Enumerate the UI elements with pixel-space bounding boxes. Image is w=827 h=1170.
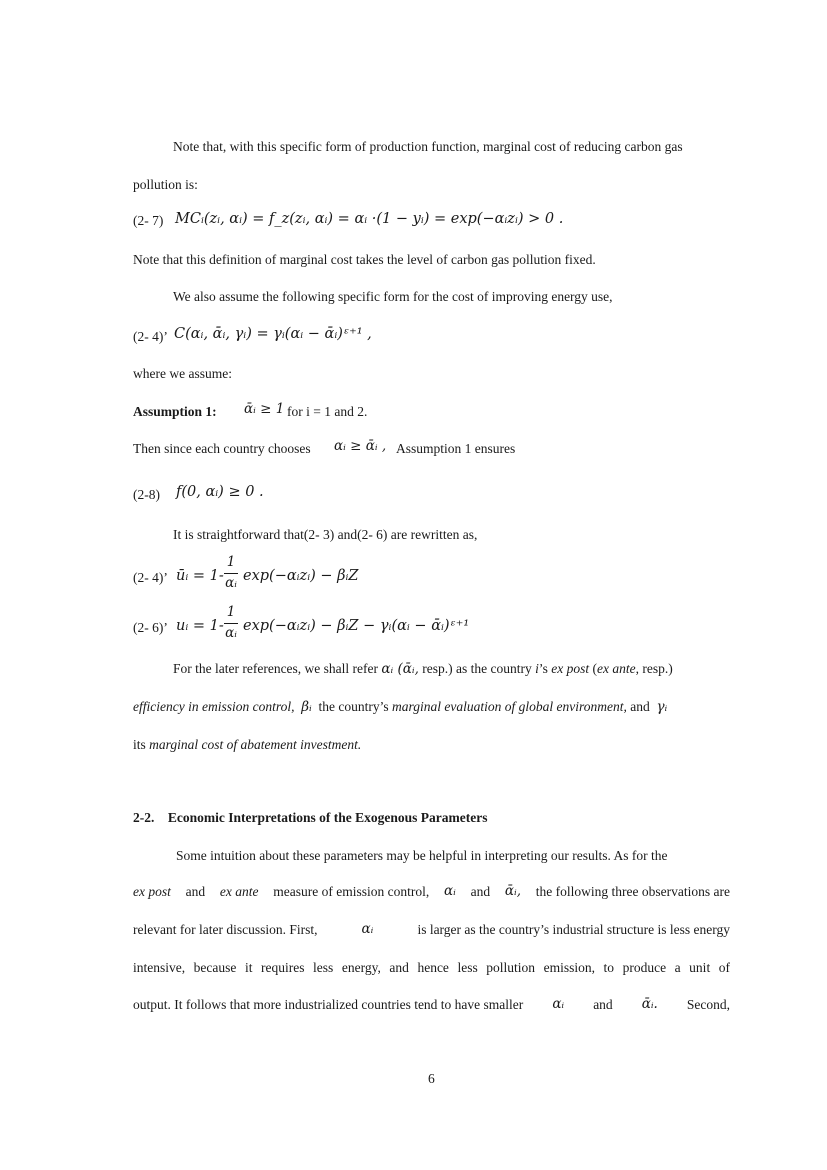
text-segment: ex ante [597, 661, 636, 676]
assumption-1-math: ᾱᵢ ≥ 1 [244, 401, 285, 417]
inline-gamma: γᵢ [656, 699, 668, 715]
equation-2-4-utility-lhs: ūᵢ = 1- [176, 568, 224, 584]
paragraph-definition-note: Note that this definition of marginal cost takes the level of carbon gas pollution fixed. [133, 252, 596, 267]
equation-2-4-label: (2- 4)’ [133, 329, 168, 344]
equation-2-4-numerator: 1 [226, 554, 236, 570]
inline-alpha: αᵢ (ᾱᵢ, [381, 661, 419, 677]
paragraph-then-since: Then since each country chooses [133, 441, 311, 456]
paragraph-where-assume: where we assume: [133, 366, 232, 381]
inline-alpha: αᵢ [361, 921, 374, 937]
text-segment: i [535, 661, 539, 676]
section-heading: 2-2. Economic Interpretations of the Exogenous Parameters [133, 810, 488, 825]
paragraph-cost-form: We also assume the following specific form for the cost of improving energy use, [173, 289, 613, 304]
equation-2-4-cost: C(αᵢ, ᾱᵢ, γᵢ) = γᵢ(αᵢ − ᾱᵢ)ᵋ⁺¹ , [174, 326, 372, 342]
text-segment: ex post [551, 661, 590, 676]
inline-alpha: αᵢ [444, 883, 456, 899]
inline-beta: βᵢ [301, 699, 312, 715]
text-segment: efficiency in emission control, [133, 699, 295, 714]
text-segment: the following three observations are [535, 884, 730, 899]
text-segment: and [470, 884, 491, 899]
assumption-1-label: Assumption 1: [133, 404, 217, 419]
equation-2-4-utility-rhs: exp(−αᵢzᵢ) − βᵢZ [243, 568, 359, 584]
paragraph-measure [133, 885, 730, 899]
paragraph-marginal-cost-cont: pollution is: [133, 177, 198, 192]
text-segment: , resp.) [635, 661, 673, 676]
paragraph-later-references [173, 662, 673, 677]
equation-2-6-rhs: exp(−αᵢzᵢ) − βᵢZ − γᵢ(αᵢ − ᾱᵢ)ᵋ⁺¹ [243, 618, 470, 634]
page-number: 6 [428, 1071, 435, 1086]
text-segment: ex post [133, 884, 171, 899]
text-segment: ( [592, 661, 598, 676]
equation-2-6-lhs: uᵢ = 1- [176, 618, 224, 634]
equation-2-7-label: (2- 7) [133, 213, 164, 228]
text-segment: marginal evaluation of global environment, [392, 699, 627, 714]
inline-alpha: αᵢ [552, 996, 565, 1012]
paragraph-straightforward: It is straightforward that(2- 3) and(2- 6) are rewritten as, [173, 527, 478, 542]
inline-alpha-geq: αᵢ ≥ ᾱᵢ , [334, 438, 387, 454]
equation-2-7: MCᵢ(zᵢ, αᵢ) = f_z(zᵢ, αᵢ) = αᵢ ·(1 − yᵢ) = exp(−αᵢzᵢ) > 0 . [175, 211, 564, 227]
paragraph-marginal-cost: Note that, with this specific form of production function, marginal cost of reducing carbon gas [173, 139, 683, 154]
paragraph-efficiency [133, 700, 667, 715]
text-segment: output. It follows that more industrialized countries tend to have smaller [133, 997, 524, 1012]
text-segment: its [133, 737, 146, 752]
paragraph-output [133, 998, 730, 1012]
inline-alpha-bar: ᾱᵢ. [641, 996, 658, 1012]
equation-2-6-numerator: 1 [226, 604, 236, 620]
equation-2-4-denominator: αᵢ [225, 575, 237, 591]
paragraph-abatement [133, 738, 361, 752]
text-segment: For the later references, we shall refer [173, 661, 379, 676]
assumption-1-text: for i = 1 and 2. [287, 404, 368, 419]
text-segment: is larger as the country’s industrial structure is less energy [417, 922, 730, 937]
paragraph-intensive: intensive, because it requires less energy, and hence less pollution emission, to produce a unit of [133, 960, 730, 975]
equation-2-6-denominator: αᵢ [225, 625, 237, 641]
text-segment: ’s [538, 661, 548, 676]
paragraph-assumption-ensures: Assumption 1 ensures [396, 441, 516, 456]
text-segment: relevant for later discussion. First, [133, 922, 318, 937]
text-segment: Second, [686, 997, 730, 1012]
equation-2-6-label: (2- 6)’ [133, 620, 168, 635]
equation-2-8: f(0, αᵢ) ≥ 0 . [176, 484, 264, 500]
equation-2-6-fraction-bar [224, 623, 238, 624]
inline-alpha-bar: ᾱᵢ, [504, 883, 522, 899]
paragraph-intuition: Some intuition about these parameters may be helpful in interpreting our results. As for the [176, 848, 668, 863]
text-segment: ex ante [219, 884, 259, 899]
text-segment: and [593, 997, 613, 1012]
text-segment: the country’s [318, 699, 389, 714]
text-segment: and [630, 699, 650, 714]
equation-2-8-label: (2-8) [133, 487, 160, 502]
text-segment: marginal cost of abatement investment. [149, 737, 362, 752]
text-segment: measure of emission control, [273, 884, 430, 899]
equation-2-4-fraction-bar [224, 573, 238, 574]
text-segment: and [185, 884, 206, 899]
text-segment: resp.) as the country [422, 661, 532, 676]
paragraph-first [133, 923, 730, 937]
equation-2-4-utility-label: (2- 4)’ [133, 570, 168, 585]
